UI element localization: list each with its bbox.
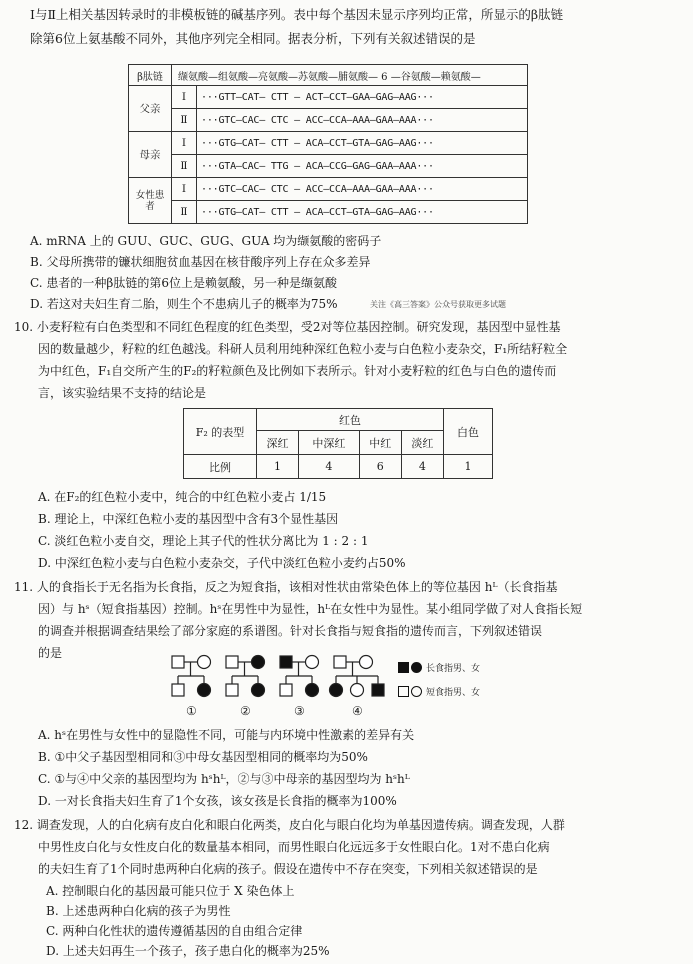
pedigree-male-short xyxy=(172,684,184,696)
q10-line: 言，该实验结果不支持的结论是 xyxy=(38,386,207,400)
pedigree-female-long xyxy=(198,684,211,697)
q9-option-d: D. 若这对夫妇生育二胎，则生个不患病儿子的概率为75% xyxy=(30,297,338,311)
pedigree-female-long xyxy=(330,684,343,697)
pedigree-male-short xyxy=(334,656,346,668)
q10-ratio-value: 4 xyxy=(299,455,360,479)
q9-group-mother: 母亲 xyxy=(129,132,172,178)
legend-long-male-icon xyxy=(398,662,409,673)
q9-intro-line1: Ⅰ与Ⅱ上相关基因转录时的非模板链的碱基序列。表中每个基因未显示序列均正常，所显示的β肽链 xyxy=(30,7,564,22)
q9-watermark: 关注《高三答案》公众号获取更多试题 xyxy=(370,300,506,309)
q9-intro-line2: 除第6位上氨基酸不同外，其他序列完全相同。据表分析，下列有关叙述错误的是 xyxy=(30,31,476,46)
pedigree-male-short xyxy=(172,656,184,668)
q9-dna-table xyxy=(128,64,528,224)
q10-red-type: 中深红 xyxy=(299,431,360,455)
q11-option-d: D. 一对长食指夫妇生育了1个女孩，该女孩是长食指的概率为100% xyxy=(38,794,397,808)
legend-short-male-icon xyxy=(398,686,409,697)
q10-red-type: 中红 xyxy=(359,431,401,455)
q10-f2-table xyxy=(183,408,493,479)
q10-phenotype-label: F₂ 的表型 xyxy=(184,409,257,455)
legend-short-label: 短食指男、女 xyxy=(426,687,481,698)
legend-long-female-icon xyxy=(411,662,422,673)
q10-option-b: B. 理论上，中深红色粒小麦的基因型中含有3个显性基因 xyxy=(38,512,339,526)
pedigree-female-long xyxy=(306,684,319,697)
q9-group-father: 父亲 xyxy=(129,86,172,132)
q10-ratio-value: 1 xyxy=(257,455,299,479)
pedigree-family-label: ② xyxy=(240,704,251,718)
pedigree-female-short xyxy=(360,656,373,669)
q11-line: 的调查并根据调查结果绘了部分家庭的系谱图。针对长食指与短食指的遗传而言，下列叙述错误 xyxy=(38,624,543,638)
pedigree-male-short xyxy=(226,656,238,668)
q9-sequence: ···GTC—CAC— CTC — ACC—CCA—AAA—GAA—AAA··· xyxy=(197,178,528,201)
q9-sequence: ···GTA—CAC— TTG — ACA—CCG—GAG—GAA—AAA··· xyxy=(197,155,528,178)
q12-option-a: A. 控制眼白化的基因最可能只位于 X 染色体上 xyxy=(46,884,295,898)
legend-short-female-icon xyxy=(411,686,422,697)
q10-ratio-value: 4 xyxy=(401,455,443,479)
pedigree-female-short xyxy=(306,656,319,669)
pedigree-male-long xyxy=(372,684,384,696)
q9-sequence: ···GTG—CAT— CTT — ACA—CCT—GTA—GAG—AAG··· xyxy=(197,201,528,224)
pedigree-female-short xyxy=(198,656,211,669)
q12-option-d: D. 上述夫妇再生一个孩子，孩子患白化的概率为25% xyxy=(46,944,330,958)
q11-line: 的是 xyxy=(38,646,63,660)
q9-option-a: A. mRNA 上的 GUU、GUC、GUG、GUA 均为缬氨酸的密码子 xyxy=(30,234,382,248)
q12-option-c: C. 两种白化性状的遗传遵循基因的自由组合定律 xyxy=(46,924,303,938)
q9-chr-label: Ⅱ xyxy=(172,155,197,178)
q9-sequence: ···GTT—CAT— CTT — ACT—CCT—GAA—GAG—AAG··· xyxy=(197,86,528,109)
q10-option-c: C. 淡红色粒小麦自交，理论上其子代的性状分离比为 1 : 2 : 1 xyxy=(38,534,369,548)
q9-sequence: ···GTC—CAC— CTC — ACC—CCA—AAA—GAA—AAA··· xyxy=(197,109,528,132)
pedigree-family-label: ① xyxy=(186,704,197,718)
q10-option-d: D. 中深红色粒小麦与白色粒小麦杂交，子代中淡红色粒小麦约占50% xyxy=(38,556,406,570)
pedigree-family-label: ③ xyxy=(294,704,305,718)
pedigree-male-long xyxy=(280,656,292,668)
q12-line: 中男性皮白化与女性皮白化的数量基本相同，而男性眼白化远远多于女性眼白化。1对不患白化病 xyxy=(38,840,550,854)
q11-option-c: C. ①与④中父亲的基因型均为 hˢhᴸ，②与③中母亲的基因型均为 hˢhᴸ xyxy=(38,772,410,786)
q12-line: 12. 调查发现，人的白化病有皮白化和眼白化两类，皮白化与眼白化均为单基因遗传病。调查发现，人群 xyxy=(14,818,565,832)
q9-option-c: C. 患者的一种β肽链的第6位上是赖氨酸，另一种是缬氨酸 xyxy=(30,276,337,290)
q10-line: 10. 小麦籽粒有白色类型和不同红色程度的红色类型，受2对等位基因控制。研究发现，基因型中显性基 xyxy=(14,320,561,334)
q9-table-header-peptide: β肽链 xyxy=(129,65,172,86)
pedigree-female-long xyxy=(252,656,265,669)
q10-line: 为中红色，F₁自交所产生的F₂的籽粒颜色及比例如下表所示。针对小麦籽粒的红色与白色的遗传而 xyxy=(38,364,557,378)
legend-long-label: 长食指男、女 xyxy=(426,663,481,674)
q10-ratio-label: 比例 xyxy=(184,455,257,479)
q10-red-label: 红色 xyxy=(257,409,444,431)
q10-red-type: 淡红 xyxy=(401,431,443,455)
pedigree-female-long xyxy=(252,684,265,697)
q9-sequence: ···GTG—CAT— CTT — ACA—CCT—GTA—GAG—AAG··· xyxy=(197,132,528,155)
q10-line: 因的数量越少，籽粒的红色越浅。科研人员利用纯种深红色粒小麦与白色粒小麦杂交，F₁所结籽粒全 xyxy=(38,342,568,356)
pedigree-male-short xyxy=(280,684,292,696)
q10-ratio-value: 6 xyxy=(359,455,401,479)
pedigree-legend xyxy=(398,657,480,701)
pedigree-male-short xyxy=(226,684,238,696)
q10-option-a: A. 在F₂的红色粒小麦中，纯合的中红色粒小麦占 1/15 xyxy=(38,490,327,504)
q9-chr-label: Ⅰ xyxy=(172,132,197,155)
q9-chr-label: Ⅱ xyxy=(172,201,197,224)
q9-group-patient: 女性患者 xyxy=(129,178,172,224)
q11-line: 11. 人的食指长于无名指为长食指，反之为短食指，该相对性状由常染色体上的等位基因 hᴸ（长食指基 xyxy=(14,580,558,594)
q10-red-type: 深红 xyxy=(257,431,299,455)
q9-chr-label: Ⅱ xyxy=(172,109,197,132)
q12-line: 的夫妇生育了1个同时患两种白化病的孩子。假设在遗传中不存在突变，下列相关叙述错误的是 xyxy=(38,862,538,876)
q11-option-b: B. ①中父子基因型相同和③中母女基因型相同的概率均为50% xyxy=(38,750,368,764)
q10-ratio-value: 1 xyxy=(444,455,493,479)
q9-chr-label: Ⅰ xyxy=(172,86,197,109)
q9-chr-label: Ⅰ xyxy=(172,178,197,201)
pedigree-family-label: ④ xyxy=(352,704,363,718)
q9-option-b: B. 父母所携带的镰状细胞贫血基因在核苷酸序列上存在众多差异 xyxy=(30,255,371,269)
q10-white-label: 白色 xyxy=(444,409,493,455)
q12-option-b: B. 上述患两种白化病的孩子为男性 xyxy=(46,904,231,918)
pedigree-female-short xyxy=(351,684,364,697)
q11-line: 因）与 hˢ（短食指基因）控制。hˢ在男性中为显性，hᴸ在女性中为显性。某小组同学做了对人食指长短 xyxy=(38,602,583,616)
q11-option-a: A. hˢ在男性与女性中的显隐性不同，可能与内环境中性激素的差异有关 xyxy=(38,728,415,742)
q9-table-header-aminoacids: 缬氨酸—组氨酸—亮氨酸—苏氨酸—脯氨酸— 6 —谷氨酸—赖氨酸— xyxy=(172,65,528,86)
